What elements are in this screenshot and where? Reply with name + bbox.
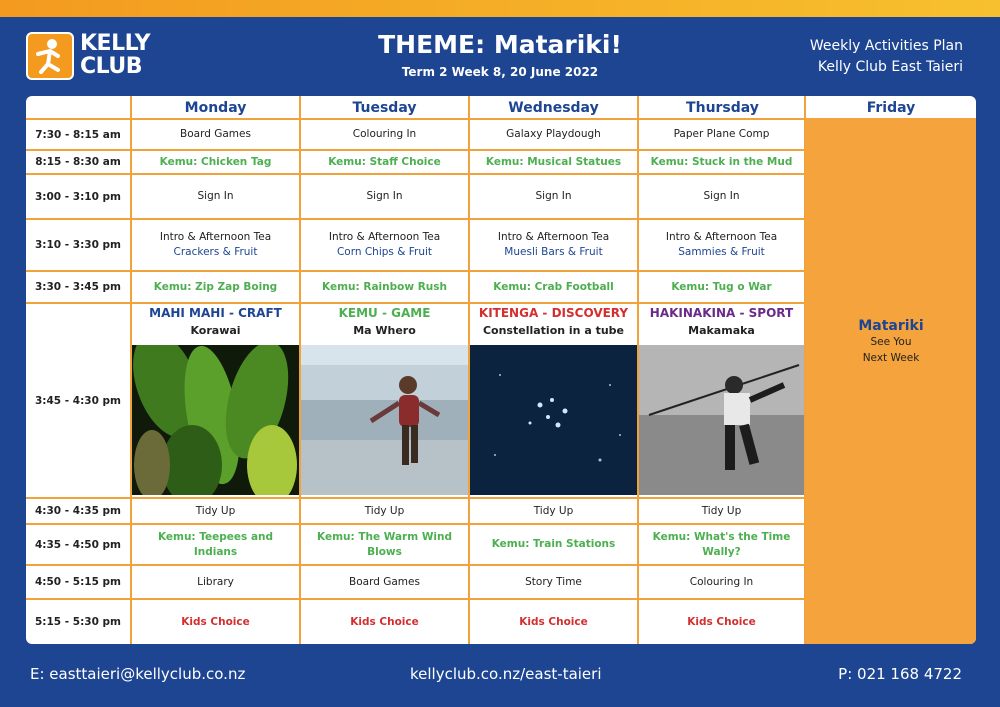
activity-cell: Library [197, 575, 234, 588]
footer-phone: P: 021 168 4722 [838, 665, 962, 683]
activity-category: KITENGA - DISCOVERY [478, 306, 629, 320]
activity-cell: Tidy Up [701, 504, 742, 517]
afternoon-tea-cell [301, 220, 468, 270]
javelin-athlete-photo [639, 345, 804, 495]
plan-line-2: Kelly Club East Taieri [817, 59, 963, 75]
game-cell: Kemu: Staff Choice [328, 155, 441, 168]
activity-name: Korawai [190, 324, 241, 337]
kids-choice-cell: Kids Choice [350, 615, 419, 628]
friday-line-1: See You [870, 336, 912, 348]
footer-website[interactable]: kellyclub.co.nz/east-taieri [410, 665, 602, 683]
game-cell: Kemu: Train Stations [491, 538, 616, 550]
afternoon-tea-cell [132, 220, 299, 270]
activity-name: Ma Whero [353, 324, 416, 337]
activity-cell: Tidy Up [195, 504, 236, 517]
activity-cell: Board Games [180, 128, 251, 140]
activity-cell: Sign In [197, 190, 234, 202]
feathers-photo [132, 345, 299, 495]
activity-cell: Sign In [535, 190, 572, 202]
afternoon-tea-label: Intro & Afternoon Tea [497, 231, 610, 243]
night-sky-photo [470, 345, 637, 495]
time-slot: 3:10 - 3:30 pm [34, 239, 121, 251]
friday-message [806, 318, 976, 366]
afternoon-tea-food: Corn Chips & Fruit [336, 246, 433, 258]
time-slot: 4:30 - 4:35 pm [34, 505, 121, 517]
kids-choice-cell: Kids Choice [181, 615, 250, 628]
day-header-tuesday: Tuesday [352, 100, 417, 116]
kids-choice-cell: Kids Choice [687, 615, 756, 628]
time-slot: 5:15 - 5:30 pm [34, 616, 121, 628]
friday-column [806, 118, 976, 644]
game-cell: Kemu: Stuck in the Mud [650, 155, 793, 168]
grid-line [804, 96, 806, 644]
time-slot: 3:45 - 4:30 pm [34, 394, 121, 407]
activity-cell: Paper Plane Comp [673, 128, 770, 140]
activity-cell: Colouring In [352, 128, 417, 140]
afternoon-tea-cell [639, 220, 804, 270]
activity-category: MAHI MAHI - CRAFT [149, 306, 282, 320]
kelly-club-logo [26, 32, 156, 80]
game-cell: Kemu: The Warm Wind Blows [317, 530, 452, 558]
afternoon-tea-cell [470, 220, 637, 270]
logo-wordmark: KELLY CLUB [80, 31, 151, 79]
activity-cell: Galaxy Playdough [506, 128, 601, 140]
time-slot: 3:00 - 3:10 pm [34, 190, 121, 203]
game-cell: Kemu: Tug o War [671, 280, 772, 293]
footer-email[interactable]: E: easttaieri@kellyclub.co.nz [30, 665, 246, 683]
friday-title: Matariki [858, 318, 924, 334]
activity-name: Makamaka [688, 324, 755, 337]
game-cell: Kemu: Rainbow Rush [322, 280, 447, 293]
plan-info [810, 36, 963, 78]
activity-cell: Board Games [349, 575, 420, 588]
game-cell: Kemu: Chicken Tag [159, 155, 272, 168]
activity-category: HAKINAKINA - SPORT [649, 306, 794, 320]
afternoon-tea-food: Crackers & Fruit [173, 246, 258, 258]
afternoon-tea-label: Intro & Afternoon Tea [159, 231, 272, 243]
day-header-thursday: Thursday [686, 100, 759, 116]
activities-table [26, 96, 976, 644]
time-slot: 8:15 - 8:30 am [35, 156, 121, 168]
afternoon-tea-label: Intro & Afternoon Tea [328, 231, 441, 243]
child-dancing-photo [301, 345, 468, 495]
activity-cell: Sign In [366, 190, 403, 202]
friday-line-2: Next Week [862, 352, 920, 364]
kids-choice-cell: Kids Choice [519, 615, 588, 628]
game-cell: Kemu: Musical Statues [485, 155, 622, 168]
game-cell: Kemu: Zip Zap Boing [153, 280, 278, 293]
time-slot: 7:30 - 8:15 am [35, 128, 121, 141]
plan-line-1: Weekly Activities Plan [809, 38, 963, 54]
activity-cell: Tidy Up [364, 504, 405, 517]
game-cell: Kemu: Crab Football [493, 280, 614, 293]
day-header-wednesday: Wednesday [508, 100, 599, 116]
activity-cell: Story Time [525, 575, 582, 588]
page-title: THEME: Matariki! [378, 30, 622, 59]
grid-line [26, 302, 806, 304]
time-slot: 3:30 - 3:45 pm [34, 281, 121, 293]
activity-cell: Colouring In [689, 575, 754, 588]
day-header-monday: Monday [184, 100, 247, 116]
time-slot: 4:50 - 5:15 pm [34, 576, 121, 588]
top-accent-bar [0, 0, 1000, 17]
game-cell: Kemu: What's the Time Wally? [652, 530, 791, 558]
activity-cell: Tidy Up [533, 504, 574, 517]
game-cell: Kemu: Teepees and Indians [157, 530, 274, 558]
logo-figure-icon [26, 32, 74, 80]
afternoon-tea-food: Muesli Bars & Fruit [504, 246, 603, 258]
afternoon-tea-label: Intro & Afternoon Tea [665, 231, 778, 243]
activity-name: Constellation in a tube [482, 324, 625, 337]
page-subtitle: Term 2 Week 8, 20 June 2022 [401, 65, 599, 79]
day-header-friday: Friday [866, 100, 916, 116]
activity-cell: Sign In [703, 190, 740, 202]
time-slot: 4:35 - 4:50 pm [34, 538, 121, 551]
activity-category: KEMU - GAME [338, 306, 431, 320]
afternoon-tea-food: Sammies & Fruit [678, 246, 765, 258]
